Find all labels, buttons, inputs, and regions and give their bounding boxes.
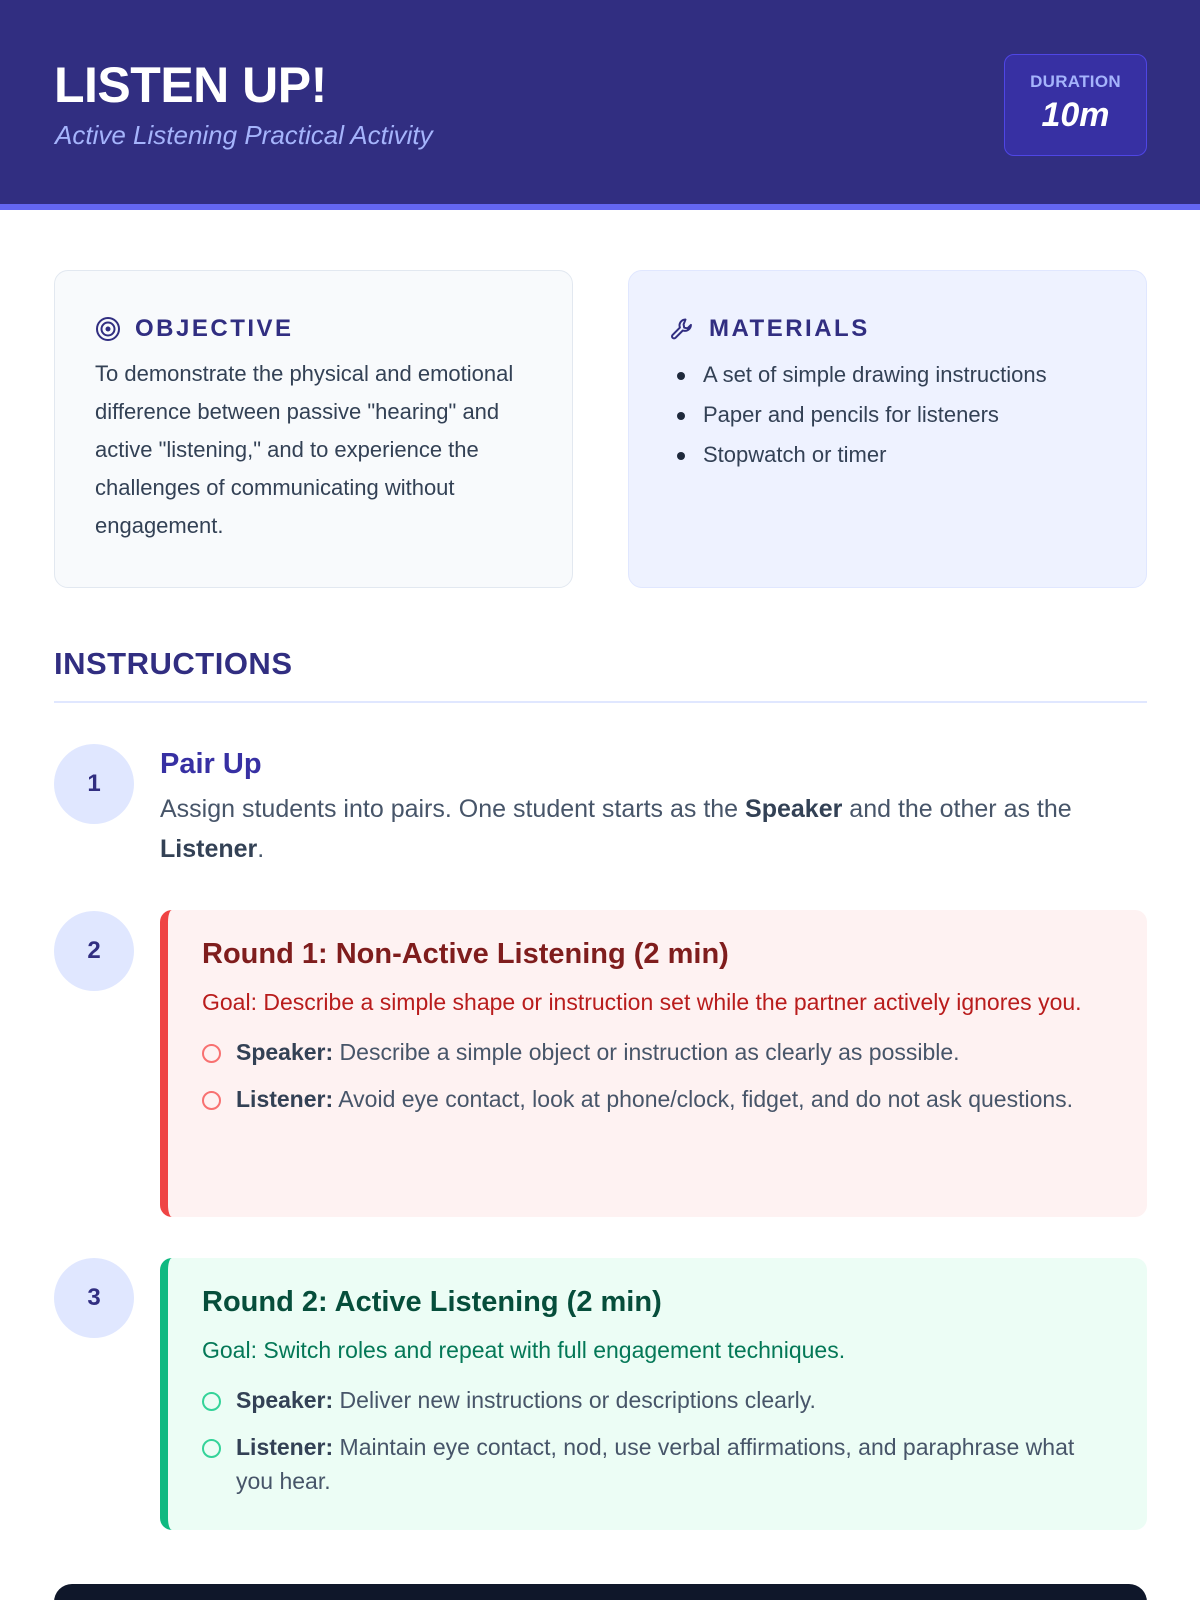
target-icon xyxy=(95,316,121,342)
objective-header xyxy=(95,309,532,349)
role-text: Maintain eye contact, nod, use verbal affirmations, and paraphrase what you hear. xyxy=(236,1434,1075,1494)
role-text: Deliver new instructions or descriptions clearly. xyxy=(333,1387,816,1413)
role-text: Avoid eye contact, look at phone/clock, fidget, and do not ask questions. xyxy=(333,1086,1074,1112)
circle-bullet-icon xyxy=(202,1044,221,1063)
materials-title: MATERIALS xyxy=(709,315,870,342)
objective-text: To demonstrate the physical and emotional difference between passive "hearing" and active "listening," and to experience the challenges of communicating without engagement. xyxy=(95,361,514,538)
footer-bar xyxy=(54,1584,1147,1600)
round-title: Round 1: Non-Active Listening (2 min) xyxy=(202,938,729,970)
round-2-card xyxy=(160,1258,1147,1530)
duration-badge xyxy=(1004,54,1147,156)
materials-item: A set of simple drawing instructions xyxy=(669,355,1106,395)
speaker-term: Speaker xyxy=(745,795,843,823)
role-item xyxy=(202,1035,1113,1069)
materials-header xyxy=(669,309,1106,349)
duration-label: DURATION xyxy=(1030,72,1121,91)
step-number: 3 xyxy=(54,1258,134,1338)
round-1-card xyxy=(160,910,1147,1217)
materials-item: Stopwatch or timer xyxy=(669,435,1106,475)
role-text: Describe a simple object or instruction as clearly as possible. xyxy=(333,1039,960,1065)
instructions-title: INSTRUCTIONS xyxy=(54,646,293,681)
round-goal: Goal: Switch roles and repeat with full engagement techniques. xyxy=(202,1337,846,1363)
objective-card xyxy=(54,270,573,588)
page-title: LISTEN UP! xyxy=(54,57,327,113)
wrench-icon xyxy=(669,316,695,342)
role-label: Speaker: xyxy=(236,1039,334,1065)
circle-bullet-icon xyxy=(202,1439,221,1458)
step-text-part: and the other as the xyxy=(842,795,1072,823)
step-number: 2 xyxy=(54,911,134,991)
role-label: Speaker: xyxy=(236,1387,334,1413)
section-divider xyxy=(54,701,1147,703)
page-subtitle: Active Listening Practical Activity xyxy=(55,120,433,150)
role-item xyxy=(202,1430,1113,1498)
materials-item: Paper and pencils for listeners xyxy=(669,395,1106,435)
step-text-part: . xyxy=(257,835,265,863)
circle-bullet-icon xyxy=(202,1392,221,1411)
step-title: Pair Up xyxy=(160,748,262,780)
listener-term: Listener xyxy=(160,835,258,863)
round-title: Round 2: Active Listening (2 min) xyxy=(202,1286,662,1318)
materials-list xyxy=(669,355,1106,475)
objective-title: OBJECTIVE xyxy=(135,315,294,342)
step-text xyxy=(160,789,1150,869)
role-label: Listener: xyxy=(236,1086,334,1112)
circle-bullet-icon xyxy=(202,1091,221,1110)
role-item xyxy=(202,1383,1113,1417)
round-goal: Goal: Describe a simple shape or instruction set while the partner actively ignores you. xyxy=(202,989,1082,1015)
page-header xyxy=(0,0,1200,210)
step-text-part: Assign students into pairs. One student starts as the xyxy=(160,795,746,823)
materials-card xyxy=(628,270,1147,588)
role-item xyxy=(202,1082,1113,1116)
role-label: Listener: xyxy=(236,1434,334,1460)
step-number: 1 xyxy=(54,744,134,824)
duration-value: 10m xyxy=(1041,96,1110,134)
